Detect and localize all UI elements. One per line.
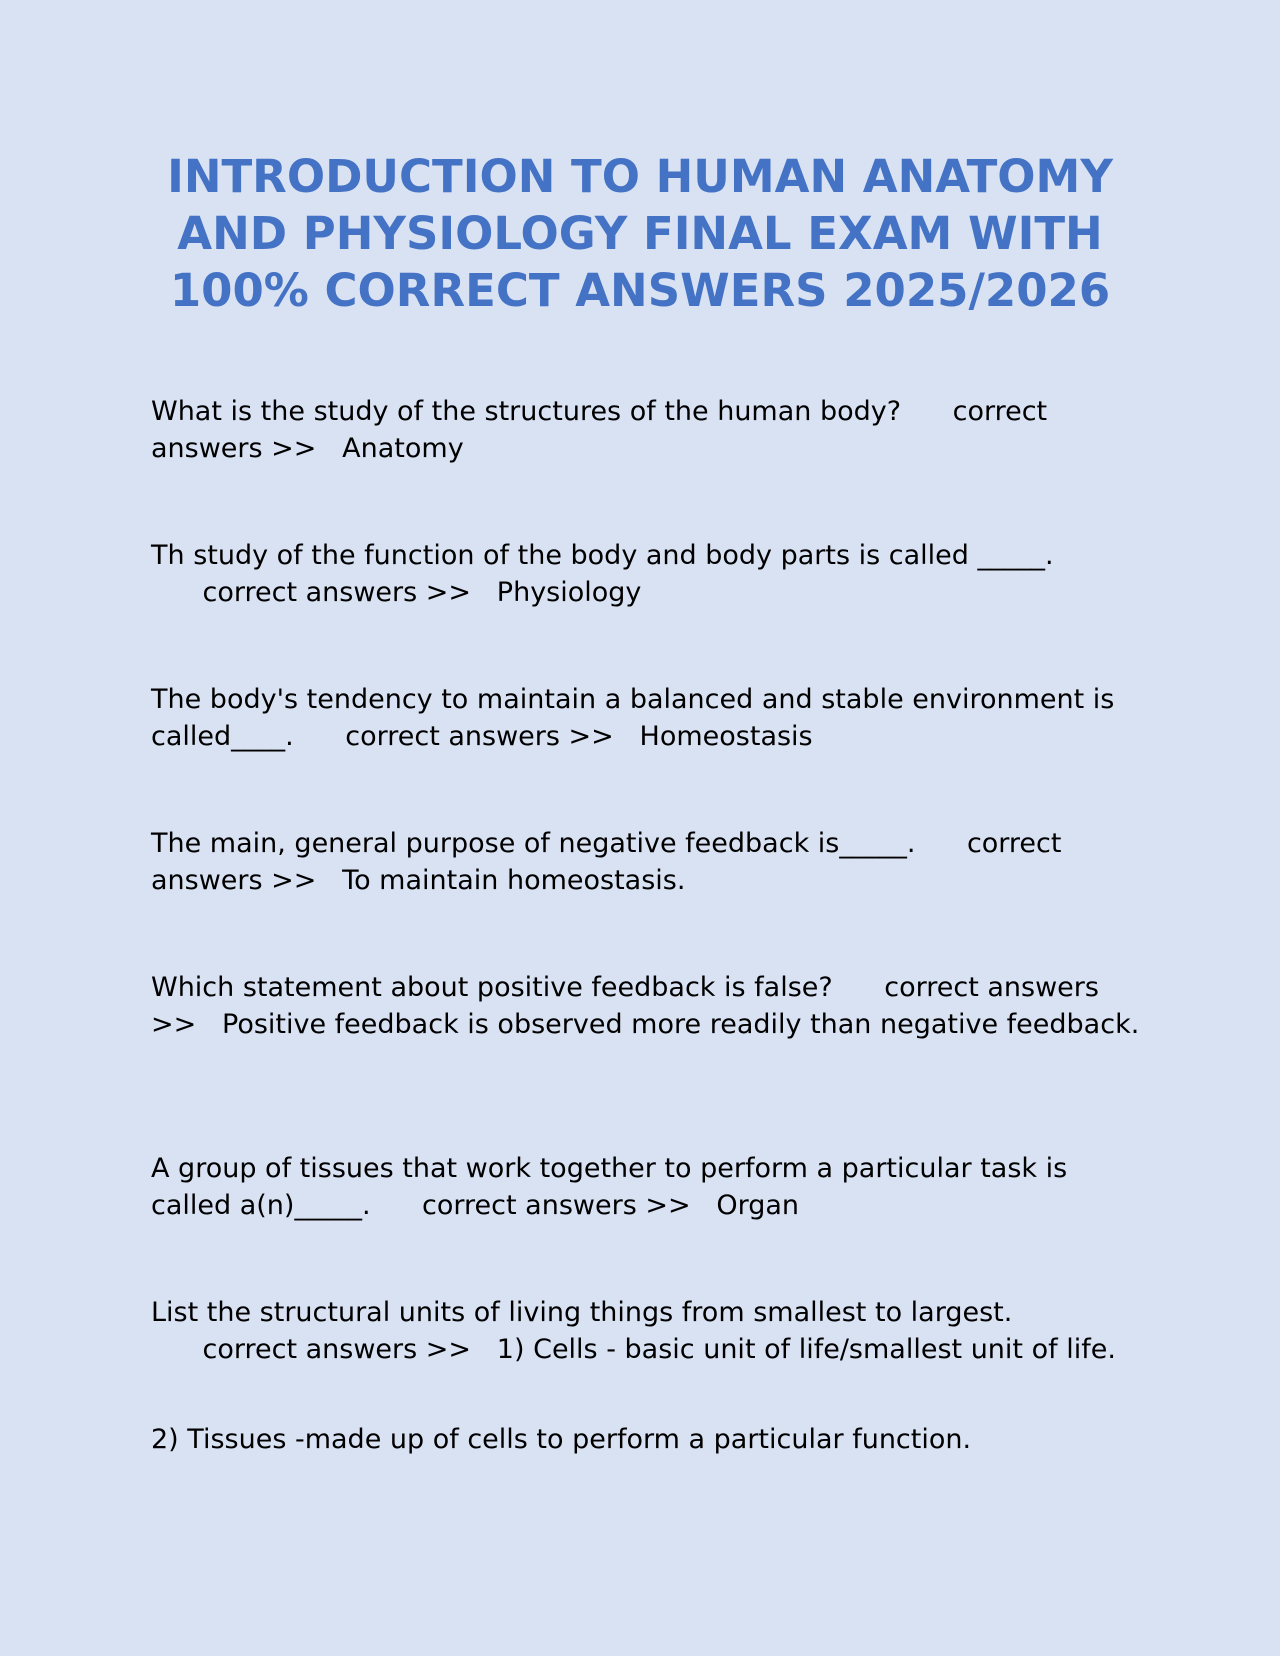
document-title: INTRODUCTION TO HUMAN ANATOMY AND PHYSIOLOGY FINAL EXAM WITH 100% CORRECT ANSWERS 2025/2026 xyxy=(167,150,1113,317)
question-text: Which statement about positive feedback is false? xyxy=(151,972,833,1003)
question-text: What is the study of the structures of the human body? xyxy=(151,396,902,427)
question-text: The body's tendency to maintain a balanced and stable environment is called____. xyxy=(151,684,1115,752)
answer-text: Organ xyxy=(716,1190,800,1221)
answer-separator: correct answers >> xyxy=(151,396,1048,464)
answer-text: Homeostasis xyxy=(639,721,813,752)
answer-separator: correct answers >> xyxy=(202,1334,472,1365)
qa-item-4 xyxy=(151,825,1151,899)
question-text: A group of tissues that work together to perform a particular task is called a(n)_____. xyxy=(151,1153,1068,1221)
answer-separator: correct answers >> xyxy=(422,1190,691,1221)
qa-item-1 xyxy=(151,393,1151,467)
qa-item-5 xyxy=(151,969,1151,1043)
answer-separator: correct answers >> xyxy=(345,721,614,752)
answer-continuation: 2) Tissues -made up of cells to perform a particular function. xyxy=(151,1424,972,1455)
answer-text: Positive feedback is observed more readily than negative feedback. xyxy=(222,1009,1140,1040)
question-text: List the structural units of living things from smallest to largest. xyxy=(151,1297,1013,1328)
qa-item-7 xyxy=(151,1294,1151,1368)
question-text: Th study of the function of the body and body parts is called _____. xyxy=(151,540,1054,571)
answer-separator: correct answers >> xyxy=(202,577,472,608)
answer-separator: correct answers >> xyxy=(151,828,1062,896)
answer-separator: correct answers >> xyxy=(151,972,1099,1040)
qa-item-2 xyxy=(151,537,1151,611)
qa-item-3 xyxy=(151,681,1151,755)
qa-item-6 xyxy=(151,1150,1151,1224)
answer-text: 1) Cells - basic unit of life/smallest unit of life. xyxy=(496,1334,1116,1365)
question-text: The main, general purpose of negative feedback is_____. xyxy=(151,828,916,859)
answer-text: Anatomy xyxy=(342,433,464,464)
answer-text: To maintain homeostasis. xyxy=(342,865,686,896)
answer-text: Physiology xyxy=(496,577,642,608)
